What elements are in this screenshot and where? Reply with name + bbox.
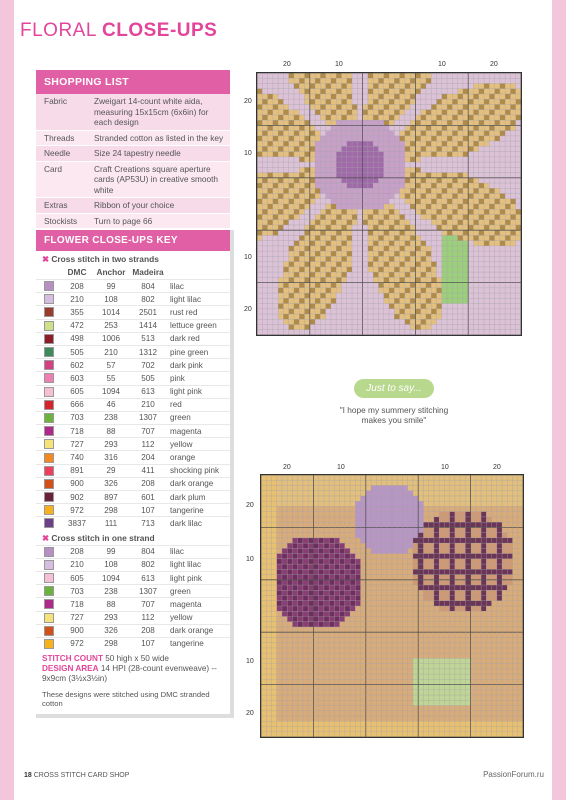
madeira-number: 802 xyxy=(141,294,155,304)
key-row xyxy=(36,332,230,345)
thread-symbol-icon xyxy=(36,573,62,583)
anchor-number: 298 xyxy=(104,639,118,649)
dmc-number: 727 xyxy=(70,613,84,623)
chart-1-top-10a: 10 xyxy=(335,61,343,68)
col-dmc: DMC xyxy=(67,267,87,277)
key-row xyxy=(36,358,230,371)
madeira-number: 112 xyxy=(141,439,155,449)
key-section-two-strands: ✖ Cross stitch in two strands xyxy=(42,254,159,264)
madeira-number: 702 xyxy=(141,360,155,370)
dmc-number: 602 xyxy=(70,360,84,370)
chart-1-top-20a: 20 xyxy=(283,61,291,68)
chart-2-top-20b: 20 xyxy=(493,464,501,471)
dmc-number: 902 xyxy=(70,492,84,502)
anchor-number: 108 xyxy=(104,294,118,304)
flower-key xyxy=(36,230,234,718)
key-row xyxy=(36,371,230,384)
anchor-number: 55 xyxy=(106,373,116,383)
chart-1-left-20b: 20 xyxy=(244,306,252,313)
thread-name: light pink xyxy=(170,387,202,397)
shopping-value: Craft Creations square aperture cards (AP53U) in creative smooth white xyxy=(94,163,219,195)
shopping-row xyxy=(36,214,230,230)
key-row xyxy=(36,637,230,650)
shopping-row xyxy=(36,94,230,131)
chart-1-left-10a: 10 xyxy=(244,150,252,157)
shopping-value: Turn to page 66 xyxy=(94,215,153,226)
madeira-number: 804 xyxy=(141,547,155,557)
thread-name: light pink xyxy=(170,573,202,583)
anchor-number: 1094 xyxy=(101,573,120,583)
key-row xyxy=(36,503,230,516)
anchor-number: 293 xyxy=(104,613,118,623)
anchor-number: 29 xyxy=(106,466,116,476)
anchor-number: 88 xyxy=(106,426,116,436)
thread-name: yellow xyxy=(170,439,193,449)
thread-symbol-icon xyxy=(36,426,62,436)
key-row xyxy=(36,558,230,571)
key-row xyxy=(36,319,230,332)
shopping-row xyxy=(36,198,230,214)
key-row xyxy=(36,437,230,450)
thread-name: orange xyxy=(170,453,196,463)
dmc-number: 972 xyxy=(70,639,84,649)
key-row xyxy=(36,424,230,437)
madeira-number: 1414 xyxy=(138,321,157,331)
dmc-number: 355 xyxy=(70,307,84,317)
thread-name: magenta xyxy=(170,599,202,609)
madeira-number: 204 xyxy=(141,453,155,463)
page-edge-left xyxy=(0,0,14,800)
madeira-number: 210 xyxy=(141,400,155,410)
thread-name: pine green xyxy=(170,347,209,357)
madeira-number: 802 xyxy=(141,560,155,570)
thread-name: dark lilac xyxy=(170,518,202,528)
dmc-number: 891 xyxy=(70,466,84,476)
dmc-number: 498 xyxy=(70,334,84,344)
dmc-number: 210 xyxy=(70,294,84,304)
thread-name: lettuce green xyxy=(170,321,217,331)
shopping-key: Needle xyxy=(44,148,71,158)
dmc-number: 472 xyxy=(70,321,84,331)
madeira-number: 208 xyxy=(141,479,155,489)
anchor-number: 1094 xyxy=(101,387,120,397)
key-row xyxy=(36,464,230,477)
design-area: 14 HPI (28-count evenweave) -- 9x9cm (3½x3½in) xyxy=(42,664,217,684)
dmc-number: 666 xyxy=(70,400,84,410)
madeira-number: 601 xyxy=(141,492,155,502)
dmc-number: 210 xyxy=(70,560,84,570)
chart-1-top-20b: 20 xyxy=(490,61,498,68)
thread-symbol-icon xyxy=(36,360,62,370)
dmc-number: 703 xyxy=(70,586,84,596)
thread-name: dark red xyxy=(170,334,200,344)
thread-symbol-icon xyxy=(36,294,62,304)
key-row xyxy=(36,292,230,305)
thread-name: magenta xyxy=(170,426,202,436)
thread-name: green xyxy=(170,586,191,596)
anchor-number: 1014 xyxy=(101,307,120,317)
thread-symbol-icon xyxy=(36,453,62,463)
anchor-number: 57 xyxy=(106,360,116,370)
anchor-number: 46 xyxy=(106,400,116,410)
dmc-number: 900 xyxy=(70,626,84,636)
stitch-count: 50 high x 50 wide xyxy=(105,654,169,664)
shopping-row xyxy=(36,131,230,147)
anchor-number: 111 xyxy=(104,518,118,528)
chart-2-left-20b: 20 xyxy=(246,710,254,717)
key-row xyxy=(36,279,230,292)
thread-symbol-icon xyxy=(36,639,62,649)
shopping-key: Threads xyxy=(44,132,75,143)
anchor-number: 238 xyxy=(104,586,118,596)
thread-symbol-icon xyxy=(36,505,62,515)
shopping-value: Stranded cotton as listed in the key xyxy=(94,132,224,143)
thread-name: dark plum xyxy=(170,492,206,502)
madeira-number: 1307 xyxy=(138,586,157,596)
thread-name: red xyxy=(170,400,182,410)
key-section-one-strand: ✖ Cross stitch in one strand xyxy=(42,532,155,543)
anchor-number: 293 xyxy=(104,439,118,449)
key-row xyxy=(36,345,230,358)
dmc-number: 505 xyxy=(70,347,84,357)
thread-name: pink xyxy=(170,373,185,383)
thread-symbol-icon xyxy=(36,560,62,570)
just-to-say xyxy=(330,378,458,430)
key-column-headers xyxy=(36,266,230,279)
shopping-key: Card xyxy=(44,163,62,174)
thread-symbol-icon xyxy=(36,466,62,476)
anchor-number: 316 xyxy=(104,453,118,463)
madeira-number: 713 xyxy=(141,518,155,528)
thread-name: dark orange xyxy=(170,626,214,636)
key-row xyxy=(36,305,230,318)
thread-symbol-icon xyxy=(36,321,62,331)
thread-symbol-icon xyxy=(36,413,62,423)
key-row xyxy=(36,477,230,490)
key-row xyxy=(36,411,230,424)
chart-1-top-10b: 10 xyxy=(438,61,446,68)
shopping-key: Extras xyxy=(44,200,68,210)
chart-2-top-10b: 10 xyxy=(441,464,449,471)
key-row xyxy=(36,450,230,463)
madeira-number: 411 xyxy=(141,466,155,476)
key-row xyxy=(36,571,230,584)
shopping-row xyxy=(36,162,230,199)
shopping-value: Size 24 tapestry needle xyxy=(94,148,181,158)
thread-name: shocking pink xyxy=(170,466,220,476)
dmc-number: 3837 xyxy=(67,518,86,528)
chart-2-top-20a: 20 xyxy=(283,464,291,471)
thread-name: tangerine xyxy=(170,505,204,515)
madeira-number: 505 xyxy=(141,373,155,383)
anchor-number: 326 xyxy=(104,626,118,636)
title-bold: CLOSE-UPS xyxy=(102,20,218,41)
madeira-number: 2501 xyxy=(138,307,157,317)
chart-1-left-20a: 20 xyxy=(244,98,252,105)
thread-symbol-icon xyxy=(36,334,62,344)
anchor-number: 1006 xyxy=(101,334,120,344)
shopping-key: Fabric xyxy=(44,96,68,106)
chart-2-top-10a: 10 xyxy=(337,464,345,471)
thread-name: rust red xyxy=(170,307,198,317)
dmc-number: 718 xyxy=(70,599,84,609)
madeira-number: 804 xyxy=(141,281,155,291)
dmc-number: 727 xyxy=(70,439,84,449)
chart-flower-2 xyxy=(260,474,524,738)
thread-name: dark pink xyxy=(170,360,203,370)
dmc-number: 603 xyxy=(70,373,84,383)
anchor-number: 253 xyxy=(104,321,118,331)
thread-symbol-icon xyxy=(36,492,62,502)
anchor-number: 897 xyxy=(104,492,118,502)
anchor-number: 298 xyxy=(104,505,118,515)
chart-flower-1 xyxy=(256,72,522,336)
key-title: FLOWER CLOSE-UPS KEY xyxy=(36,230,230,251)
thread-symbol-icon xyxy=(36,479,62,489)
thread-name: light lilac xyxy=(170,294,202,304)
thread-symbol-icon xyxy=(36,400,62,410)
stitch-info: STITCH COUNT 50 high x 50 wide DESIGN AREA 14 HPI (28-count evenweave) -- 9x9cm (3½x3½in) xyxy=(42,654,217,684)
site-watermark: PassionForum.ru xyxy=(483,770,544,779)
dmc-number: 740 xyxy=(70,453,84,463)
dmc-number: 208 xyxy=(70,281,84,291)
chart-1-grid xyxy=(257,73,521,335)
thread-symbol-icon xyxy=(36,281,62,291)
thread-name: green xyxy=(170,413,191,423)
thread-symbol-icon xyxy=(36,373,62,383)
thread-name: tangerine xyxy=(170,639,204,649)
madeira-number: 613 xyxy=(141,573,155,583)
thread-name: yellow xyxy=(170,613,193,623)
key-row xyxy=(36,385,230,398)
thread-symbol-icon xyxy=(36,347,62,357)
shopping-value: Ribbon of your choice xyxy=(94,200,175,210)
madeira-number: 112 xyxy=(141,613,155,623)
anchor-number: 88 xyxy=(106,599,116,609)
madeira-number: 707 xyxy=(141,426,155,436)
shopping-list-title: SHOPPING LIST xyxy=(36,70,230,94)
thread-name: light lilac xyxy=(170,560,202,570)
thread-symbol-icon xyxy=(36,626,62,636)
thread-symbol-icon xyxy=(36,613,62,623)
thread-symbol-icon xyxy=(36,387,62,397)
dmc-number: 718 xyxy=(70,426,84,436)
key-row xyxy=(36,516,230,529)
chart-2-grid xyxy=(261,475,523,737)
dmc-number: 605 xyxy=(70,387,84,397)
thread-symbol-icon xyxy=(36,586,62,596)
madeira-number: 1307 xyxy=(138,413,157,423)
chart-1-left-10b: 10 xyxy=(244,254,252,261)
madeira-number: 707 xyxy=(141,599,155,609)
chart-2-left-10a: 10 xyxy=(246,556,254,563)
anchor-number: 99 xyxy=(106,547,116,557)
anchor-number: 210 xyxy=(104,347,118,357)
chart-2-left-10b: 10 xyxy=(246,658,254,665)
anchor-number: 238 xyxy=(104,413,118,423)
thread-symbol-icon xyxy=(36,518,62,528)
madeira-number: 1312 xyxy=(138,347,157,357)
dmc-number: 703 xyxy=(70,413,84,423)
key-row xyxy=(36,490,230,503)
thread-symbol-icon xyxy=(36,307,62,317)
speech-bubble: Just to say... xyxy=(354,379,433,398)
shopping-key: Stockists xyxy=(44,215,78,226)
dmc-number: 972 xyxy=(70,505,84,515)
quote-text: "I hope my summery stitching makes you smile" xyxy=(339,405,449,425)
madeira-number: 107 xyxy=(141,505,155,515)
thread-name: lilac xyxy=(170,281,184,291)
col-anchor: Anchor xyxy=(96,267,126,277)
dmc-number: 208 xyxy=(70,547,84,557)
anchor-number: 99 xyxy=(106,281,116,291)
madeira-number: 107 xyxy=(141,639,155,649)
anchor-number: 326 xyxy=(104,479,118,489)
key-row xyxy=(36,597,230,610)
key-row xyxy=(36,545,230,558)
thread-name: lilac xyxy=(170,547,184,557)
shopping-value: Zweigart 14-count white aida, measuring 15x15cm (6x6in) for each design xyxy=(94,96,209,127)
thread-note: These designs were stitched using DMC stranded cotton xyxy=(42,690,210,709)
page-edge-right xyxy=(552,0,566,800)
madeira-number: 513 xyxy=(141,334,155,344)
key-row xyxy=(36,624,230,637)
title-light: FLORAL xyxy=(20,20,97,41)
page-title xyxy=(20,20,217,42)
thread-symbol-icon xyxy=(36,439,62,449)
thread-symbol-icon xyxy=(36,547,62,557)
col-madeira: Madeira xyxy=(132,267,164,277)
key-row xyxy=(36,611,230,624)
madeira-number: 208 xyxy=(141,626,155,636)
key-row xyxy=(36,584,230,597)
thread-name: dark orange xyxy=(170,479,214,489)
key-row xyxy=(36,398,230,411)
dmc-number: 605 xyxy=(70,573,84,583)
shopping-row xyxy=(36,146,230,162)
anchor-number: 108 xyxy=(104,560,118,570)
madeira-number: 613 xyxy=(141,387,155,397)
thread-symbol-icon xyxy=(36,599,62,609)
footer: 18 CROSS STITCH CARD SHOP xyxy=(24,772,130,779)
dmc-number: 900 xyxy=(70,479,84,489)
shopping-list xyxy=(36,70,230,229)
chart-2-left-20a: 20 xyxy=(246,502,254,509)
